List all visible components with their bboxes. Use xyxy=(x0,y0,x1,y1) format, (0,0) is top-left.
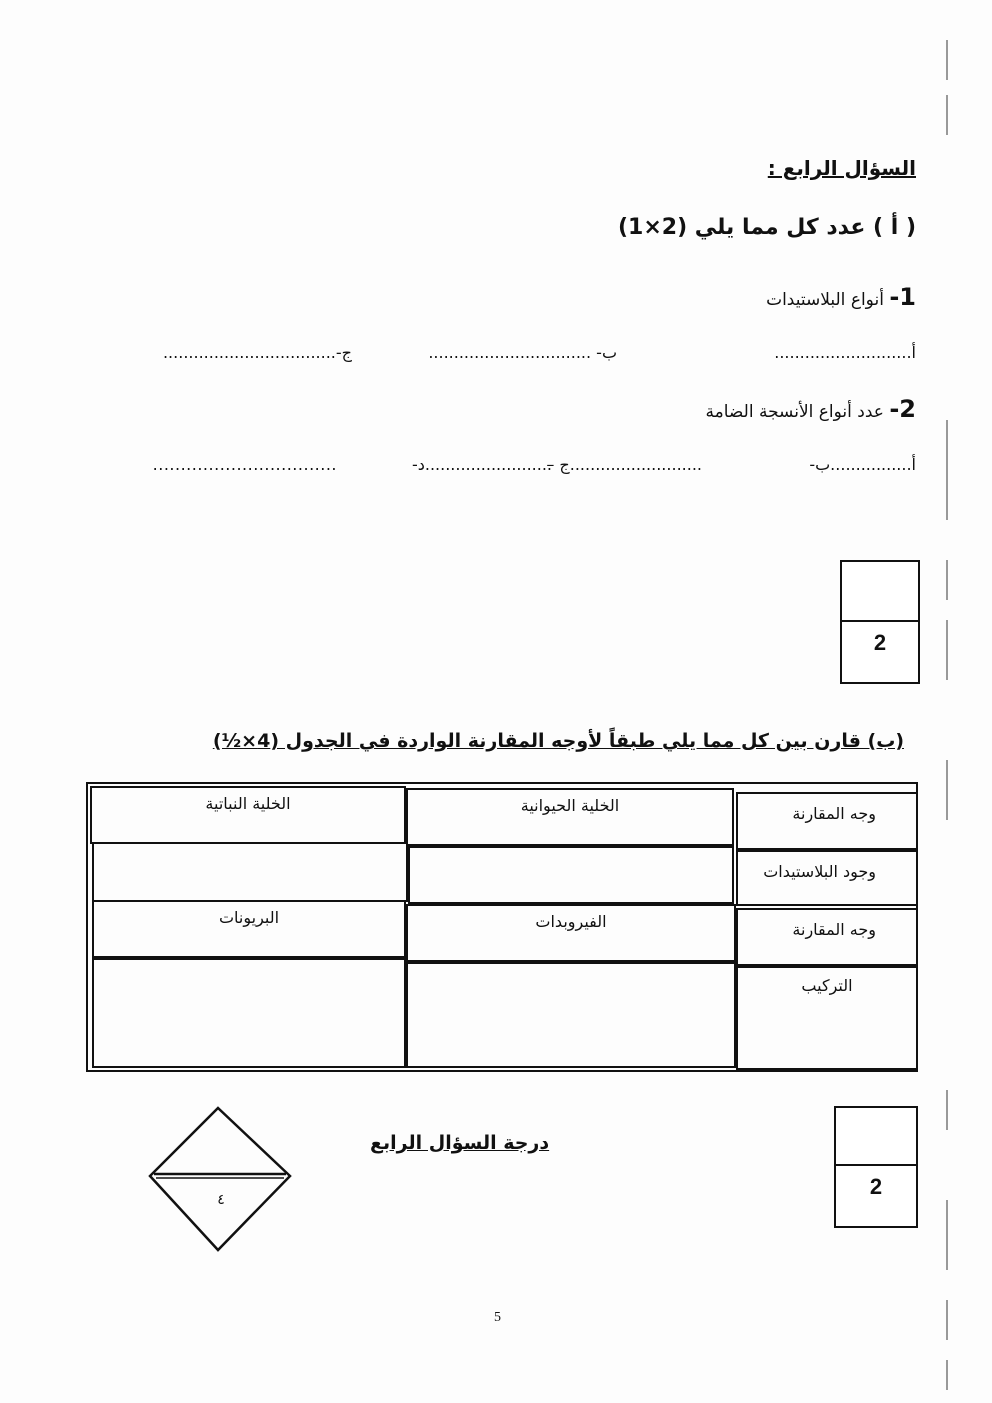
score-box-part-a xyxy=(840,560,920,684)
score-box-divider xyxy=(842,620,918,622)
scan-edge-mark xyxy=(946,95,948,135)
page-number: 5 xyxy=(494,1310,501,1325)
score-value: 2 xyxy=(869,1174,883,1199)
q2-answer-a[interactable]: أ................ب- xyxy=(809,455,916,474)
scan-edge-mark xyxy=(946,40,948,80)
score-box-part-b xyxy=(834,1106,918,1228)
table-cell-header: وجه المقارنة xyxy=(736,792,918,850)
q2-answer-c[interactable]: .........................د- xyxy=(411,455,552,474)
question-1-number: 1- xyxy=(889,283,916,311)
q1-answer-b[interactable]: ب- ................................ xyxy=(428,343,617,362)
question-2 xyxy=(706,395,916,423)
q1-answer-c[interactable]: ج-.................................. xyxy=(162,343,352,362)
scan-edge-mark xyxy=(946,760,948,820)
table-cell-header: الفيروبدات xyxy=(406,904,736,962)
q1-answer-a[interactable]: أ........................... xyxy=(774,343,916,362)
scan-edge-mark xyxy=(946,420,948,520)
diamond-shape xyxy=(150,1108,290,1250)
table-cell-header: وجه المقارنة xyxy=(736,908,918,966)
question-2-label: عدد أنواع الأنسجة الضامة xyxy=(705,402,884,422)
scan-edge-mark xyxy=(946,1090,948,1130)
q2-answer-b[interactable]: ..........................ج – xyxy=(546,455,702,474)
table-cell-answer[interactable] xyxy=(92,958,406,1068)
score-value: 2 xyxy=(873,630,887,655)
table-cell-header: الخلية النباتية xyxy=(90,786,406,844)
table-cell-answer[interactable] xyxy=(92,842,408,902)
table-cell-label: وجود البلاستيدات xyxy=(736,850,918,906)
diamond-value: ٤ xyxy=(217,1192,225,1208)
table-cell-answer[interactable] xyxy=(408,846,734,904)
scan-edge-mark xyxy=(946,1360,948,1390)
total-grade-diamond xyxy=(146,1104,296,1254)
part-b-heading: (ب) قارن بين كل مما يلي طبقاً لأوجه المقارنة الواردة في الجدول (4×½) xyxy=(212,730,904,752)
table-cell-label: التركيب xyxy=(736,966,918,1070)
scan-edge-mark xyxy=(946,1200,948,1270)
table-cell-header: الخلية الحيوانية xyxy=(406,788,734,846)
scan-edge-mark xyxy=(946,1300,948,1340)
scan-edge-mark xyxy=(946,620,948,680)
scan-edge-mark xyxy=(946,560,948,600)
question-1-label: أنواع البلاستيدات xyxy=(766,290,884,310)
question-2-number: 2- xyxy=(889,395,916,423)
question-1 xyxy=(766,283,916,311)
table-cell-header: البريونات xyxy=(92,900,406,958)
section-title: السؤال الرابع : xyxy=(767,156,916,180)
part-a-heading: ( أ ) عدد كل مما يلي (2×1) xyxy=(617,215,916,240)
q2-answer-d[interactable]: ................................. xyxy=(152,455,337,474)
total-grade-label: درجة السؤال الرابع xyxy=(370,1132,550,1154)
comparison-table xyxy=(86,782,918,1072)
table-cell-answer[interactable] xyxy=(406,962,736,1068)
score-box-divider xyxy=(836,1164,916,1166)
